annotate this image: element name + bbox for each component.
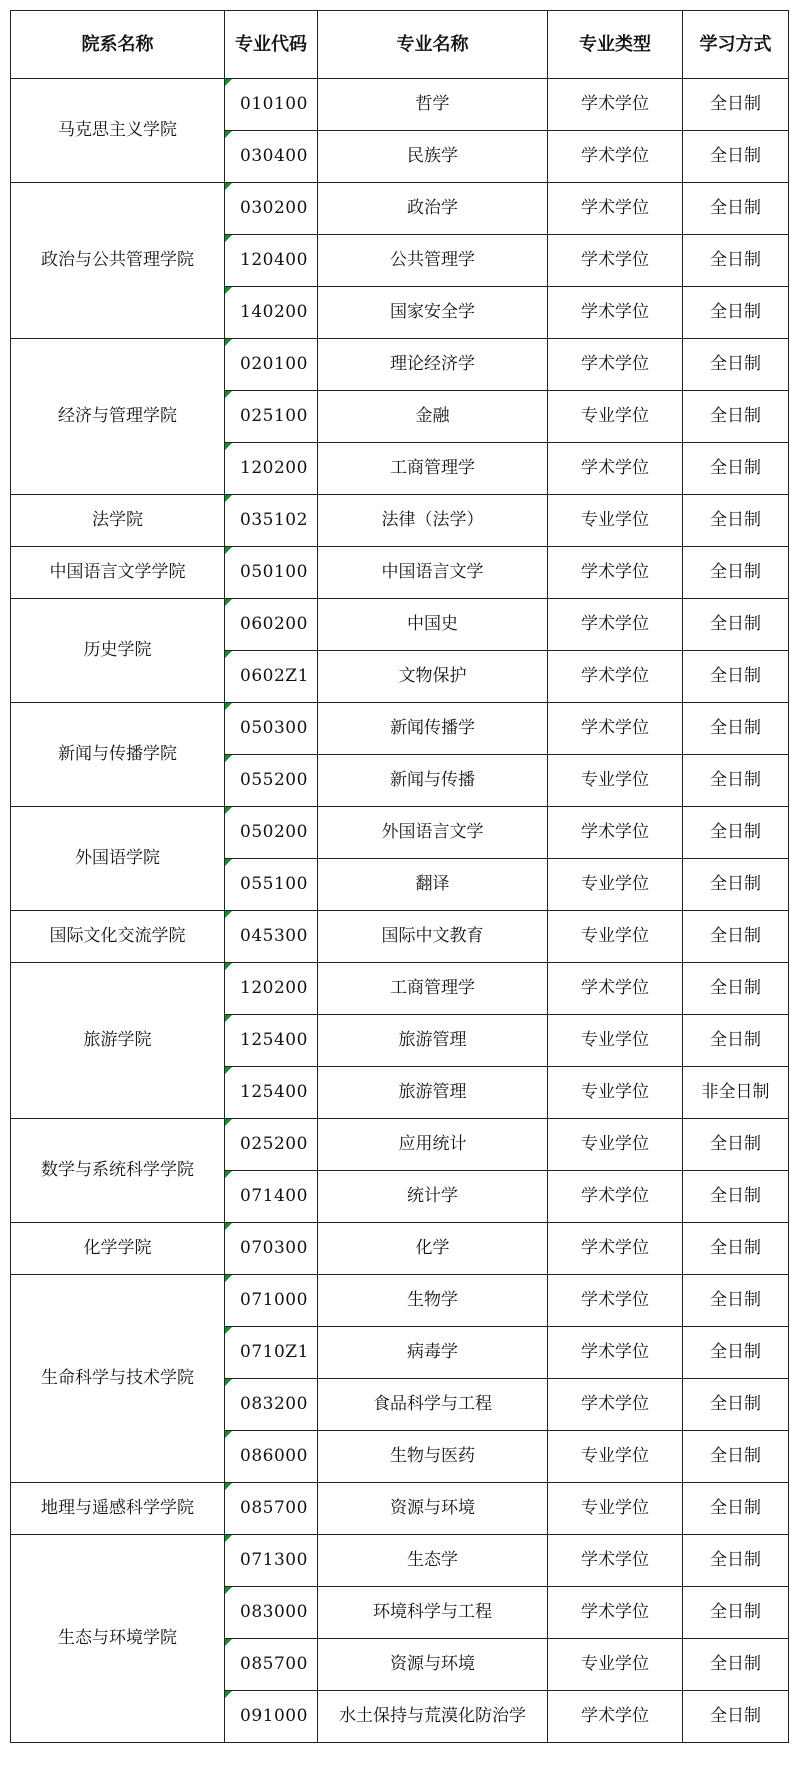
table-row [11, 599, 789, 651]
degree-type-cell: 学术学位 [548, 1691, 683, 1743]
header-degree-type: 专业类型 [548, 11, 683, 79]
major-code-cell: 025100 [225, 391, 318, 443]
table-row [11, 1119, 789, 1171]
major-code-cell: 050100 [225, 547, 318, 599]
table-row [11, 1223, 789, 1275]
major-code-cell: 020100 [225, 339, 318, 391]
degree-type-cell: 专业学位 [548, 859, 683, 911]
study-mode-cell: 全日制 [683, 1483, 789, 1535]
degree-type-cell: 专业学位 [548, 1015, 683, 1067]
degree-type-cell: 学术学位 [548, 963, 683, 1015]
degree-type-cell: 学术学位 [548, 235, 683, 287]
major-code-cell: 085700 [225, 1639, 318, 1691]
major-name-cell: 工商管理学 [318, 963, 548, 1015]
major-code-cell: 070300 [225, 1223, 318, 1275]
study-mode-cell: 全日制 [683, 235, 789, 287]
major-code-cell: 120200 [225, 963, 318, 1015]
major-name-cell: 公共管理学 [318, 235, 548, 287]
major-code-cell: 030400 [225, 131, 318, 183]
major-name-cell: 哲学 [318, 79, 548, 131]
major-name-cell: 国家安全学 [318, 287, 548, 339]
study-mode-cell: 全日制 [683, 651, 789, 703]
study-mode-cell: 全日制 [683, 1535, 789, 1587]
table-row [11, 703, 789, 755]
degree-type-cell: 学术学位 [548, 131, 683, 183]
table-row [11, 1483, 789, 1535]
table-row [11, 963, 789, 1015]
study-mode-cell: 全日制 [683, 495, 789, 547]
major-code-cell: 025200 [225, 1119, 318, 1171]
degree-type-cell: 学术学位 [548, 1379, 683, 1431]
department-cell: 地理与遥感科学学院 [11, 1483, 225, 1535]
table-row [11, 1275, 789, 1327]
major-name-cell: 中国语言文学 [318, 547, 548, 599]
study-mode-cell: 全日制 [683, 911, 789, 963]
major-code-cell: 055100 [225, 859, 318, 911]
major-code-cell: 060200 [225, 599, 318, 651]
table-row [11, 339, 789, 391]
major-name-cell: 资源与环境 [318, 1483, 548, 1535]
degree-type-cell: 学术学位 [548, 79, 683, 131]
study-mode-cell: 全日制 [683, 1119, 789, 1171]
department-cell: 历史学院 [11, 599, 225, 703]
major-name-cell: 新闻传播学 [318, 703, 548, 755]
study-mode-cell: 全日制 [683, 339, 789, 391]
degree-type-cell: 专业学位 [548, 1067, 683, 1119]
study-mode-cell: 全日制 [683, 755, 789, 807]
study-mode-cell: 全日制 [683, 859, 789, 911]
study-mode-cell: 全日制 [683, 1639, 789, 1691]
header-row [11, 11, 789, 79]
major-code-cell: 030200 [225, 183, 318, 235]
major-code-cell: 050300 [225, 703, 318, 755]
degree-type-cell: 专业学位 [548, 1639, 683, 1691]
major-name-cell: 旅游管理 [318, 1067, 548, 1119]
degree-type-cell: 学术学位 [548, 1535, 683, 1587]
major-name-cell: 生物学 [318, 1275, 548, 1327]
department-cell: 生态与环境学院 [11, 1535, 225, 1743]
major-name-cell: 中国史 [318, 599, 548, 651]
major-code-cell: 125400 [225, 1067, 318, 1119]
department-cell: 政治与公共管理学院 [11, 183, 225, 339]
department-cell: 化学学院 [11, 1223, 225, 1275]
degree-type-cell: 学术学位 [548, 1223, 683, 1275]
study-mode-cell: 全日制 [683, 443, 789, 495]
department-cell: 法学院 [11, 495, 225, 547]
table-body [11, 79, 789, 1743]
major-code-cell: 086000 [225, 1431, 318, 1483]
study-mode-cell: 全日制 [683, 1015, 789, 1067]
major-name-cell: 食品科学与工程 [318, 1379, 548, 1431]
table-row [11, 547, 789, 599]
study-mode-cell: 全日制 [683, 1171, 789, 1223]
degree-type-cell: 学术学位 [548, 703, 683, 755]
major-name-cell: 翻译 [318, 859, 548, 911]
major-name-cell: 理论经济学 [318, 339, 548, 391]
major-code-cell: 085700 [225, 1483, 318, 1535]
major-name-cell: 生态学 [318, 1535, 548, 1587]
department-cell: 外国语学院 [11, 807, 225, 911]
major-code-cell: 010100 [225, 79, 318, 131]
study-mode-cell: 全日制 [683, 131, 789, 183]
major-name-cell: 国际中文教育 [318, 911, 548, 963]
degree-type-cell: 学术学位 [548, 1327, 683, 1379]
study-mode-cell: 全日制 [683, 1431, 789, 1483]
major-code-cell: 120200 [225, 443, 318, 495]
major-code-cell: 071300 [225, 1535, 318, 1587]
study-mode-cell: 全日制 [683, 1379, 789, 1431]
degree-type-cell: 学术学位 [548, 1171, 683, 1223]
major-code-cell: 091000 [225, 1691, 318, 1743]
study-mode-cell: 全日制 [683, 599, 789, 651]
major-name-cell: 环境科学与工程 [318, 1587, 548, 1639]
major-name-cell: 资源与环境 [318, 1639, 548, 1691]
study-mode-cell: 全日制 [683, 1223, 789, 1275]
department-cell: 中国语言文学学院 [11, 547, 225, 599]
table-row [11, 807, 789, 859]
major-code-cell: 083200 [225, 1379, 318, 1431]
major-name-cell: 统计学 [318, 1171, 548, 1223]
degree-type-cell: 专业学位 [548, 1431, 683, 1483]
header-major-name: 专业名称 [318, 11, 548, 79]
degree-type-cell: 学术学位 [548, 443, 683, 495]
major-code-cell: 0710Z1 [225, 1327, 318, 1379]
degree-type-cell: 专业学位 [548, 1483, 683, 1535]
major-name-cell: 旅游管理 [318, 1015, 548, 1067]
major-name-cell: 政治学 [318, 183, 548, 235]
header-study-mode: 学习方式 [683, 11, 789, 79]
degree-type-cell: 学术学位 [548, 339, 683, 391]
study-mode-cell: 全日制 [683, 183, 789, 235]
major-code-cell: 050200 [225, 807, 318, 859]
major-name-cell: 新闻与传播 [318, 755, 548, 807]
major-name-cell: 病毒学 [318, 1327, 548, 1379]
major-code-cell: 125400 [225, 1015, 318, 1067]
major-code-cell: 035102 [225, 495, 318, 547]
department-cell: 数学与系统科学学院 [11, 1119, 225, 1223]
header-major-code: 专业代码 [225, 11, 318, 79]
degree-type-cell: 专业学位 [548, 911, 683, 963]
major-name-cell: 生物与医药 [318, 1431, 548, 1483]
major-code-cell: 071000 [225, 1275, 318, 1327]
study-mode-cell: 全日制 [683, 79, 789, 131]
major-code-cell: 071400 [225, 1171, 318, 1223]
major-name-cell: 工商管理学 [318, 443, 548, 495]
degree-type-cell: 学术学位 [548, 287, 683, 339]
major-code-cell: 045300 [225, 911, 318, 963]
major-name-cell: 应用统计 [318, 1119, 548, 1171]
study-mode-cell: 全日制 [683, 1275, 789, 1327]
study-mode-cell: 全日制 [683, 1587, 789, 1639]
program-table [10, 10, 789, 1743]
degree-type-cell: 学术学位 [548, 599, 683, 651]
major-code-cell: 120400 [225, 235, 318, 287]
degree-type-cell: 学术学位 [548, 183, 683, 235]
degree-type-cell: 专业学位 [548, 391, 683, 443]
header-department: 院系名称 [11, 11, 225, 79]
table-row [11, 911, 789, 963]
major-name-cell: 外国语言文学 [318, 807, 548, 859]
study-mode-cell: 全日制 [683, 807, 789, 859]
degree-type-cell: 专业学位 [548, 755, 683, 807]
degree-type-cell: 学术学位 [548, 1587, 683, 1639]
major-name-cell: 金融 [318, 391, 548, 443]
program-table-container [10, 10, 789, 1743]
study-mode-cell: 非全日制 [683, 1067, 789, 1119]
degree-type-cell: 学术学位 [548, 651, 683, 703]
major-name-cell: 化学 [318, 1223, 548, 1275]
table-row [11, 183, 789, 235]
department-cell: 经济与管理学院 [11, 339, 225, 495]
major-name-cell: 文物保护 [318, 651, 548, 703]
study-mode-cell: 全日制 [683, 1691, 789, 1743]
study-mode-cell: 全日制 [683, 963, 789, 1015]
table-row [11, 1535, 789, 1587]
study-mode-cell: 全日制 [683, 547, 789, 599]
major-code-cell: 055200 [225, 755, 318, 807]
major-code-cell: 140200 [225, 287, 318, 339]
department-cell: 国际文化交流学院 [11, 911, 225, 963]
degree-type-cell: 专业学位 [548, 1119, 683, 1171]
table-row [11, 495, 789, 547]
study-mode-cell: 全日制 [683, 287, 789, 339]
department-cell: 旅游学院 [11, 963, 225, 1119]
department-cell: 生命科学与技术学院 [11, 1275, 225, 1483]
degree-type-cell: 学术学位 [548, 807, 683, 859]
degree-type-cell: 学术学位 [548, 1275, 683, 1327]
major-name-cell: 民族学 [318, 131, 548, 183]
major-name-cell: 法律（法学） [318, 495, 548, 547]
major-code-cell: 083000 [225, 1587, 318, 1639]
degree-type-cell: 专业学位 [548, 495, 683, 547]
study-mode-cell: 全日制 [683, 391, 789, 443]
study-mode-cell: 全日制 [683, 703, 789, 755]
degree-type-cell: 学术学位 [548, 547, 683, 599]
major-name-cell: 水土保持与荒漠化防治学 [318, 1691, 548, 1743]
study-mode-cell: 全日制 [683, 1327, 789, 1379]
department-cell: 新闻与传播学院 [11, 703, 225, 807]
department-cell: 马克思主义学院 [11, 79, 225, 183]
table-row [11, 79, 789, 131]
major-code-cell: 0602Z1 [225, 651, 318, 703]
